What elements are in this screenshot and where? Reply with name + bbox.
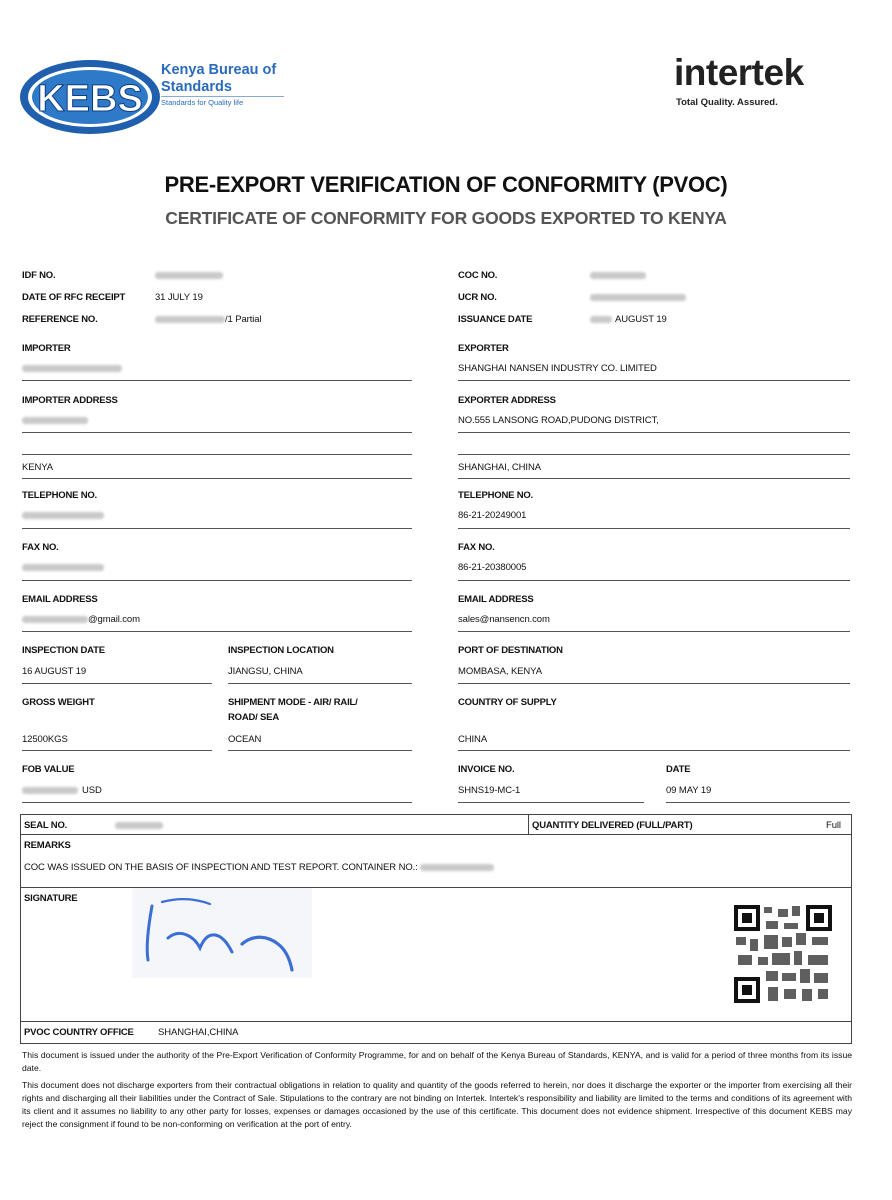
divider [528,814,529,834]
exporter-fax-value: 86-21-20380005 [458,562,527,573]
redacted-reference [155,316,225,323]
quantity-label: QUANTITY DELIVERED (FULL/PART) [532,820,693,831]
importer-address-value [22,415,88,426]
invoice-label: INVOICE NO. [458,764,515,775]
remarks-text: COC WAS ISSUED ON THE BASIS OF INSPECTION AND TEST REPORT. CONTAINER NO.: [24,862,418,873]
footer-paragraph-1: This document is issued under the authority of the Pre-Export Verification of Conformity Programme, for and on behalf of the Kenya Bureau of Standards, KENYA, and is valid for a period of three months from its issue date. [22,1050,852,1073]
country-of-supply-label: COUNTRY OF SUPPLY [458,697,557,708]
reference-suffix: /1 Partial [225,314,262,325]
kebs-name-line2: Standards [161,79,232,95]
exporter-telephone-value: 86-21-20249001 [458,510,527,521]
page-subtitle: CERTIFICATE OF CONFORMITY FOR GOODS EXPORTED TO KENYA [165,208,727,228]
redacted-importer-email [22,616,88,623]
exporter-label: EXPORTER [458,343,509,354]
redacted-fob [22,787,78,794]
importer-country: KENYA [22,462,54,473]
svg-text:KEBS: KEBS [37,78,143,120]
divider [458,750,850,751]
kebs-logo [18,58,288,136]
reference-value [155,314,262,325]
divider [22,432,412,433]
exporter-name: SHANGHAI NANSEN INDUSTRY CO. LIMITED [458,363,657,374]
divider [22,580,412,581]
invoice-value: SHNS19-MC-1 [458,785,521,796]
shipment-mode-label-1: SHIPMENT MODE - AIR/ RAIL/ [228,697,358,708]
divider [22,802,412,803]
shipment-mode-label-2: ROAD/ SEA [228,712,279,723]
importer-label: IMPORTER [22,343,71,354]
divider [22,478,412,479]
divider [666,802,850,803]
exporter-email-value: sales@nansencn.com [458,614,550,625]
redacted-ucr [590,294,686,301]
divider [458,454,850,455]
divider [458,528,850,529]
divider [458,683,850,684]
exporter-email-label: EMAIL ADDRESS [458,594,534,605]
inspection-location-value: JIANGSU, CHINA [228,666,303,677]
divider [458,478,850,479]
gross-weight-value: 12500KGS [22,734,68,745]
importer-telephone-label: TELEPHONE NO. [22,490,97,501]
exporter-address-line1: NO.555 LANSONG ROAD,PUDONG DISTRICT, [458,415,659,426]
redacted-idf [155,272,223,279]
port-label: PORT OF DESTINATION [458,645,563,656]
importer-email-suffix: @gmail.com [88,614,140,625]
fob-currency: USD [82,785,102,796]
footer-paragraph-2: This document does not discharge exporters from their contractual obligations in relation to quality and quantity of the goods referred to herein, nor does it discharge the exporter or the importer from exercising all their rights and discharging all their liabilities under the Contract of Sale. Stipulations to the contrary are not binding on Intertek. Intertek's responsibility and liability are limited to the terms and conditions of its agreement with its client and it assumes no liability to any other party for losses, expenses or damages occasioned by the use of this certificate. This document does not evidence shipment. Irrespective of this document KEBS may reject the consignment if found to be non-conforming on verification at the port of entry. [22,1080,852,1129]
redacted-importer [22,365,122,372]
invoice-date-value: 09 MAY 19 [666,785,712,796]
redacted-issuance-day [590,316,612,323]
gross-weight-label: GROSS WEIGHT [22,697,95,708]
importer-email-value [22,614,140,625]
country-of-supply-value: CHINA [458,734,488,745]
idf-value [155,270,223,281]
qr-code-icon [732,903,834,1005]
signature-label: SIGNATURE [24,893,78,904]
port-value: MOMBASA, KENYA [458,666,542,677]
pvoc-office-value: SHANGHAI,CHINA [158,1027,239,1038]
importer-address-label: IMPORTER ADDRESS [22,395,118,406]
kebs-emblem-icon [18,58,168,136]
remarks-label: REMARKS [24,840,71,851]
exporter-fax-label: FAX NO. [458,542,495,553]
ucr-label: UCR NO. [458,292,497,303]
redacted-importer-fax [22,564,104,571]
divider [22,631,412,632]
pvoc-office-label: PVOC COUNTRY OFFICE [24,1027,134,1038]
seal-label: SEAL NO. [24,820,68,831]
remarks-value [24,862,494,873]
ucr-value [590,292,686,303]
rfc-value: 31 JULY 19 [155,292,203,303]
invoice-date-label: DATE [666,764,691,775]
intertek-tagline: Total Quality. Assured. [676,97,778,108]
rfc-label: DATE OF RFC RECEIPT [22,292,126,303]
kebs-tagline: Standards for Quality life [161,98,244,107]
signature-image [132,888,312,978]
fob-label: FOB VALUE [22,764,75,775]
redacted-seal [115,822,163,829]
divider [22,454,412,455]
issuance-label: ISSUANCE DATE [458,314,533,325]
importer-fax-value [22,562,104,573]
importer-email-label: EMAIL ADDRESS [22,594,98,605]
divider [22,683,212,684]
issuance-value [590,314,667,325]
issuance-suffix: AUGUST 19 [615,314,667,325]
exporter-telephone-label: TELEPHONE NO. [458,490,533,501]
intertek-logo-text: intertek [674,52,804,93]
inspection-location-label: INSPECTION LOCATION [228,645,334,656]
redacted-container-no [420,864,494,871]
divider [22,528,412,529]
inspection-date-value: 16 AUGUST 19 [22,666,87,677]
divider [228,750,412,751]
inspection-date-label: INSPECTION DATE [22,645,105,656]
coc-label: COC NO. [458,270,498,281]
divider [458,631,850,632]
divider [22,380,412,381]
page-title: PRE-EXPORT VERIFICATION OF CONFORMITY (PVOC) [164,172,728,197]
reference-label: REFERENCE NO. [22,314,98,325]
seal-value [115,820,163,831]
kebs-name-line1: Kenya Bureau of [161,62,277,78]
coc-value [590,270,646,281]
exporter-address-line2: SHANGHAI, CHINA [458,462,541,473]
kebs-divider [161,96,284,97]
intertek-logo [674,52,844,114]
divider [458,580,850,581]
redacted-importer-address [22,417,88,424]
divider [22,750,212,751]
divider [458,380,850,381]
idf-label: IDF NO. [22,270,56,281]
redacted-importer-telephone [22,512,104,519]
divider [20,1021,851,1022]
quantity-value: Full [826,820,841,831]
divider [458,802,644,803]
importer-value [22,363,122,374]
shipment-mode-value: OCEAN [228,734,262,745]
divider [458,432,850,433]
divider [20,834,851,835]
redacted-coc [590,272,646,279]
fob-value [22,785,102,796]
exporter-address-label: EXPORTER ADDRESS [458,395,556,406]
divider [228,683,412,684]
importer-fax-label: FAX NO. [22,542,59,553]
importer-telephone-value [22,510,104,521]
